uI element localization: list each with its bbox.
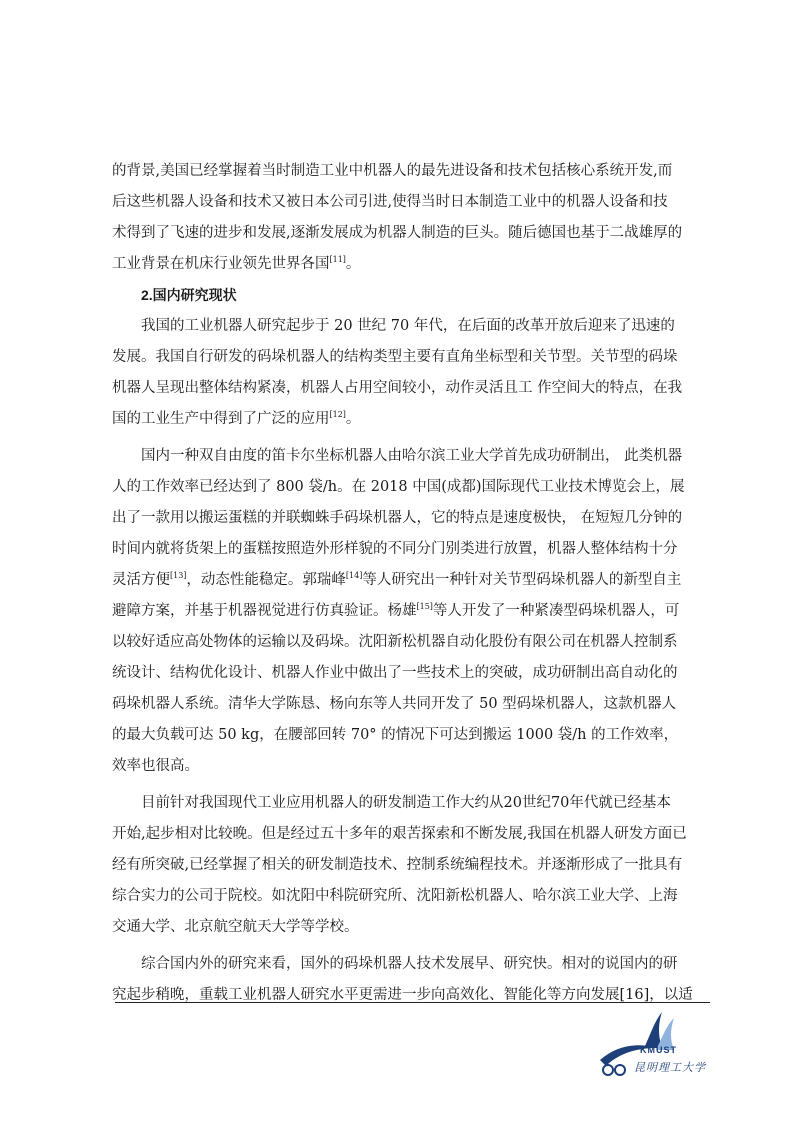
text-span: 。 bbox=[345, 256, 361, 272]
footer-rule bbox=[115, 1002, 710, 1003]
text-line: 开始,起步相对比较晚。但是经过五十多年的艰苦探索和不断发展,我国在机器人研发方面已 bbox=[112, 826, 687, 842]
text-line: 出了一款用以搬运蛋糕的并联蜘蛛手码垛机器人，它的特点是速度极快， 在短短几分钟的 bbox=[112, 510, 683, 526]
citation: [12] bbox=[329, 410, 346, 420]
text-span: 避障方案，并基于机器视觉进行仿真验证。杨雄 bbox=[112, 603, 417, 619]
text-span: 灵活方便 bbox=[112, 572, 170, 588]
logo-wordmark: KMUST bbox=[640, 1045, 677, 1055]
text-line bbox=[112, 404, 711, 435]
text-line: 国内一种双自由度的笛卡尔坐标机器人由哈尔滨工业大学首先成功研制出， 此类机器 bbox=[141, 448, 683, 464]
text-line: 后这些机器人设备和技术又被日本公司引进,使得当时日本制造工业中的机器人设备和技 bbox=[112, 194, 668, 210]
text-line: 发展。我国自行研发的码垛机器人的结构类型主要有直角坐标型和关节型。关节型的码垛 bbox=[112, 349, 678, 365]
text-line: 术得到了飞速的进步和发展,逐渐发展成为机器人制造的巨头。随后德国也基于二战雄厚的 bbox=[112, 225, 683, 241]
citation: [13] bbox=[170, 571, 187, 581]
text-line: 以较好适应高处物体的运输以及码垛。沈阳新松机器自动化股份有限公司在机器人控制系 bbox=[112, 634, 678, 650]
body-text bbox=[112, 156, 711, 1011]
text-span: 。 bbox=[345, 411, 361, 427]
text-line: 人的工作效率已经达到了 800 袋/h。在 2018 中国(成都)国际现代工业技术博览会上，展 bbox=[112, 479, 685, 495]
text-line: 综合实力的公司于院校。如沈阳中科院研究所、沈阳新松机器人、哈尔滨工业大学、上海 bbox=[112, 888, 678, 904]
text-line: 究起步稍晚，重载工业机器人研究水平更需进一步向高效化、智能化等方向发展[16]，以适 bbox=[112, 987, 693, 1003]
citation: [14] bbox=[345, 571, 363, 581]
logo-chinese-name: 昆明理工大学 bbox=[634, 1061, 706, 1074]
text-line: 交通大学、北京航空航天大学等学校。 bbox=[112, 919, 359, 935]
text-line: 机器人呈现出整体结构紧凑，机器人占用空间较小，动作灵活且工 作空间大的特点，在我 bbox=[112, 380, 683, 396]
text-line bbox=[112, 596, 711, 627]
citation: [11] bbox=[329, 255, 346, 265]
text-line bbox=[112, 565, 711, 596]
citation: [15] bbox=[416, 602, 433, 612]
text-span: 等人开发了一种紧凑型码垛机器人，可 bbox=[432, 603, 680, 619]
text-line: 码垛机器人系统。清华大学陈恳、杨向东等人共同开发了 50 型码垛机器人，这款机器人 bbox=[112, 696, 677, 712]
text-line: 时间内就将货架上的蛋糕按照造外形样貌的不同分门别类进行放置，机器人整体结构十分 bbox=[112, 541, 678, 557]
text-line: 的最大负载可达 50 kg，在腰部回转 70° 的情况下可达到搬运 1000 袋/h 的工作效率， bbox=[112, 727, 679, 743]
text-line: 我国的工业机器人研究起步于 20 世纪 70 年代，在后面的改革开放后迎来了迅速的 bbox=[141, 318, 675, 334]
text-line: 综合国内外的研究来看，国外的码垛机器人技术发展早、研究快。相对的说国内的研 bbox=[141, 956, 678, 972]
text-line: 目前针对我国现代工业应用机器人的研发制造工作大约从20世纪70年代就已经基本 bbox=[141, 795, 671, 811]
text-line bbox=[112, 249, 711, 280]
text-line: 效率也很高。 bbox=[112, 758, 199, 774]
text-span: ，动态性能稳定。郭瑞峰 bbox=[186, 572, 346, 588]
text-line: 统设计、结构优化设计、机器人作业中做出了一些技术上的突破，成功研制出高自动化的 bbox=[112, 665, 678, 681]
section-heading: 2.国内研究现状 bbox=[141, 287, 237, 303]
text-span: 工业背景在机床行业领先世界各国 bbox=[112, 256, 330, 272]
text-span: 国的工业生产中得到了广泛的应用 bbox=[112, 411, 330, 427]
text-span: 等人研究出一种针对关节型码垛机器人的新型自主 bbox=[362, 572, 682, 588]
text-line: 经有所突破,已经掌握了相关的研发制造技术、控制系统编程技术。并逐渐形成了一批具有 bbox=[112, 857, 683, 873]
text-line: 的背景,美国已经掌握着当时制造工业中机器人的最先进设备和技术包括核心系统开发,而 bbox=[112, 163, 673, 179]
